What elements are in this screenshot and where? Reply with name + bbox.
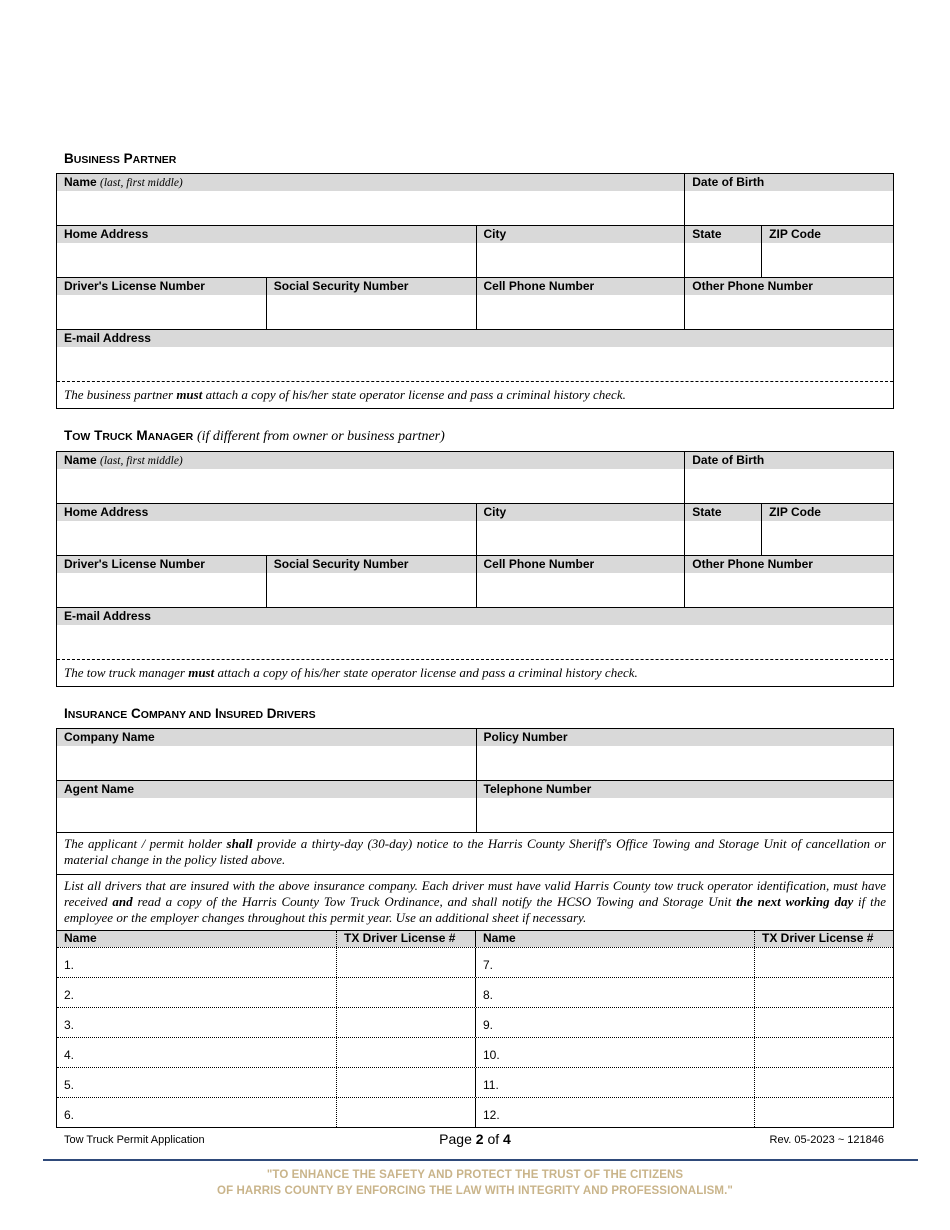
name-hint: (last, first middle) xyxy=(100,455,183,467)
bp-cell-field[interactable] xyxy=(477,295,685,329)
bp-state-field[interactable] xyxy=(685,243,761,277)
driver-name-field[interactable]: 9. xyxy=(475,1008,754,1037)
bp-dl-field[interactable] xyxy=(57,295,266,329)
insurance-title: INSURANCE COMPANY AND INSURED DRIVERS xyxy=(64,706,316,721)
driver-license-field[interactable] xyxy=(754,1008,893,1037)
home-address-label: Home Address xyxy=(57,226,476,243)
drivers-instructions: List all drivers that are insured with the above insurance company. Each driver must have valid Harris County tow truck operator identification, must have received and read a copy of the Harris County Tow Truck Ordinance, and shall notify the HCSO Towing and Storage Unit the next working day if the employee or the employer changes throughout this permit year. Use an additional sheet if necessary. xyxy=(57,874,893,930)
name-label: Name xyxy=(64,175,97,189)
table-row xyxy=(57,1067,893,1097)
tm-email-field[interactable] xyxy=(57,625,893,659)
motto-line-2: OF HARRIS COUNTY BY ENFORCING THE LAW WITH INTEGRITY AND PROFESSIONALISM." xyxy=(217,1185,733,1197)
zip-label: ZIP Code xyxy=(762,504,893,521)
business-partner-form xyxy=(56,173,894,409)
footer-divider xyxy=(43,1159,918,1161)
insurance-form xyxy=(56,728,894,1128)
ssn-label: Social Security Number xyxy=(267,278,476,295)
motto-line-1: "TO ENHANCE THE SAFETY AND PROTECT THE TRUST OF THE CITIZENS xyxy=(266,1169,684,1181)
driver-license-field[interactable] xyxy=(336,1068,475,1097)
business-partner-title: BUSINESS PARTNER xyxy=(64,151,177,166)
page-indicator: Page 2 of 4 xyxy=(439,1131,511,1147)
driver-license-field[interactable] xyxy=(754,978,893,1007)
table-row xyxy=(57,1037,893,1067)
col-name-right: Name xyxy=(475,931,754,947)
dob-label: Date of Birth xyxy=(685,174,893,191)
driver-license-field[interactable] xyxy=(336,978,475,1007)
telephone-field[interactable] xyxy=(477,798,894,832)
tow-manager-form xyxy=(56,451,894,687)
cell-label: Cell Phone Number xyxy=(477,556,685,573)
cell-label: Cell Phone Number xyxy=(477,278,685,295)
form-name: Tow Truck Permit Application xyxy=(64,1134,205,1146)
bp-ssn-field[interactable] xyxy=(267,295,476,329)
driver-name-field[interactable]: 3. xyxy=(64,1018,75,1032)
driver-name-field[interactable]: 5. xyxy=(64,1078,75,1092)
tm-dob-field[interactable] xyxy=(685,469,893,503)
bp-zip-field[interactable] xyxy=(762,243,893,277)
tm-state-field[interactable] xyxy=(685,521,761,555)
telephone-label: Telephone Number xyxy=(477,781,894,798)
revision: Rev. 05-2023 ~ 121846 xyxy=(769,1134,884,1146)
col-license-right: TX Driver License # xyxy=(754,931,893,947)
city-label: City xyxy=(477,226,685,243)
city-label: City xyxy=(477,504,685,521)
other-phone-label: Other Phone Number xyxy=(685,556,893,573)
driver-name-field[interactable]: 7. xyxy=(475,948,754,977)
table-row xyxy=(57,1097,893,1127)
drivers-table-body xyxy=(57,947,893,1127)
company-name-field[interactable] xyxy=(57,746,476,780)
other-phone-label: Other Phone Number xyxy=(685,278,893,295)
table-row xyxy=(57,1007,893,1037)
bp-dob-field[interactable] xyxy=(685,191,893,225)
bp-note: The business partner must attach a copy of his/her state operator license and pass a criminal history check. xyxy=(57,381,893,408)
insurance-notice: The applicant / permit holder shall provide a thirty-day (30-day) notice to the Harris County Sheriff's Office Towing and Storage Unit of cancellation or material change in the policy listed above. xyxy=(57,832,893,872)
state-label: State xyxy=(685,504,761,521)
bp-other-phone-field[interactable] xyxy=(685,295,893,329)
policy-number-field[interactable] xyxy=(477,746,894,780)
company-name-label: Company Name xyxy=(57,729,476,746)
driver-license-field[interactable] xyxy=(336,1008,475,1037)
agent-name-field[interactable] xyxy=(57,798,476,832)
dob-label: Date of Birth xyxy=(685,452,893,469)
home-address-label: Home Address xyxy=(57,504,476,521)
agent-name-label: Agent Name xyxy=(57,781,476,798)
dl-label: Driver's License Number xyxy=(57,278,266,295)
driver-name-field[interactable]: 1. xyxy=(64,958,75,972)
table-row xyxy=(57,977,893,1007)
dl-label: Driver's License Number xyxy=(57,556,266,573)
tm-home-address-field[interactable] xyxy=(57,521,476,555)
bp-email-field[interactable] xyxy=(57,347,893,381)
tow-manager-title: TOW TRUCK MANAGER (if different from owner or business partner) xyxy=(64,428,445,444)
driver-license-field[interactable] xyxy=(754,1038,893,1067)
driver-license-field[interactable] xyxy=(336,948,475,977)
tm-note: The tow truck manager must attach a copy of his/her state operator license and pass a criminal history check. xyxy=(57,659,893,686)
driver-license-field[interactable] xyxy=(336,1038,475,1067)
tm-ssn-field[interactable] xyxy=(267,573,476,607)
driver-name-field[interactable]: 2. xyxy=(64,988,75,1002)
name-hint: (last, first middle) xyxy=(100,177,183,189)
driver-license-field[interactable] xyxy=(754,948,893,977)
tm-dl-field[interactable] xyxy=(57,573,266,607)
zip-label: ZIP Code xyxy=(762,226,893,243)
driver-license-field[interactable] xyxy=(754,1068,893,1097)
driver-name-field[interactable]: 8. xyxy=(475,978,754,1007)
bp-name-field[interactable] xyxy=(57,191,684,225)
driver-name-field[interactable]: 4. xyxy=(64,1048,75,1062)
drivers-table-header xyxy=(57,930,893,947)
email-label: E-mail Address xyxy=(57,608,893,625)
tm-name-field[interactable] xyxy=(57,469,684,503)
col-name-left: Name xyxy=(64,931,97,945)
driver-license-field[interactable] xyxy=(336,1098,475,1127)
driver-name-field[interactable]: 10. xyxy=(475,1038,754,1067)
bp-home-address-field[interactable] xyxy=(57,243,476,277)
tm-city-field[interactable] xyxy=(477,521,685,555)
tow-manager-title-note: (if different from owner or business partner) xyxy=(196,429,445,444)
driver-name-field[interactable]: 6. xyxy=(64,1108,75,1122)
name-label: Name xyxy=(64,453,97,467)
email-label: E-mail Address xyxy=(57,330,893,347)
tm-cell-field[interactable] xyxy=(477,573,685,607)
state-label: State xyxy=(685,226,761,243)
col-license-left: TX Driver License # xyxy=(336,931,475,947)
driver-name-field[interactable]: 11. xyxy=(475,1068,754,1097)
ssn-label: Social Security Number xyxy=(267,556,476,573)
driver-name-field[interactable]: 12. xyxy=(475,1098,754,1127)
tm-other-phone-field[interactable] xyxy=(685,573,893,607)
tm-zip-field[interactable] xyxy=(762,521,893,555)
table-row xyxy=(57,947,893,977)
driver-license-field[interactable] xyxy=(754,1098,893,1127)
policy-number-label: Policy Number xyxy=(477,729,894,746)
bp-city-field[interactable] xyxy=(477,243,685,277)
